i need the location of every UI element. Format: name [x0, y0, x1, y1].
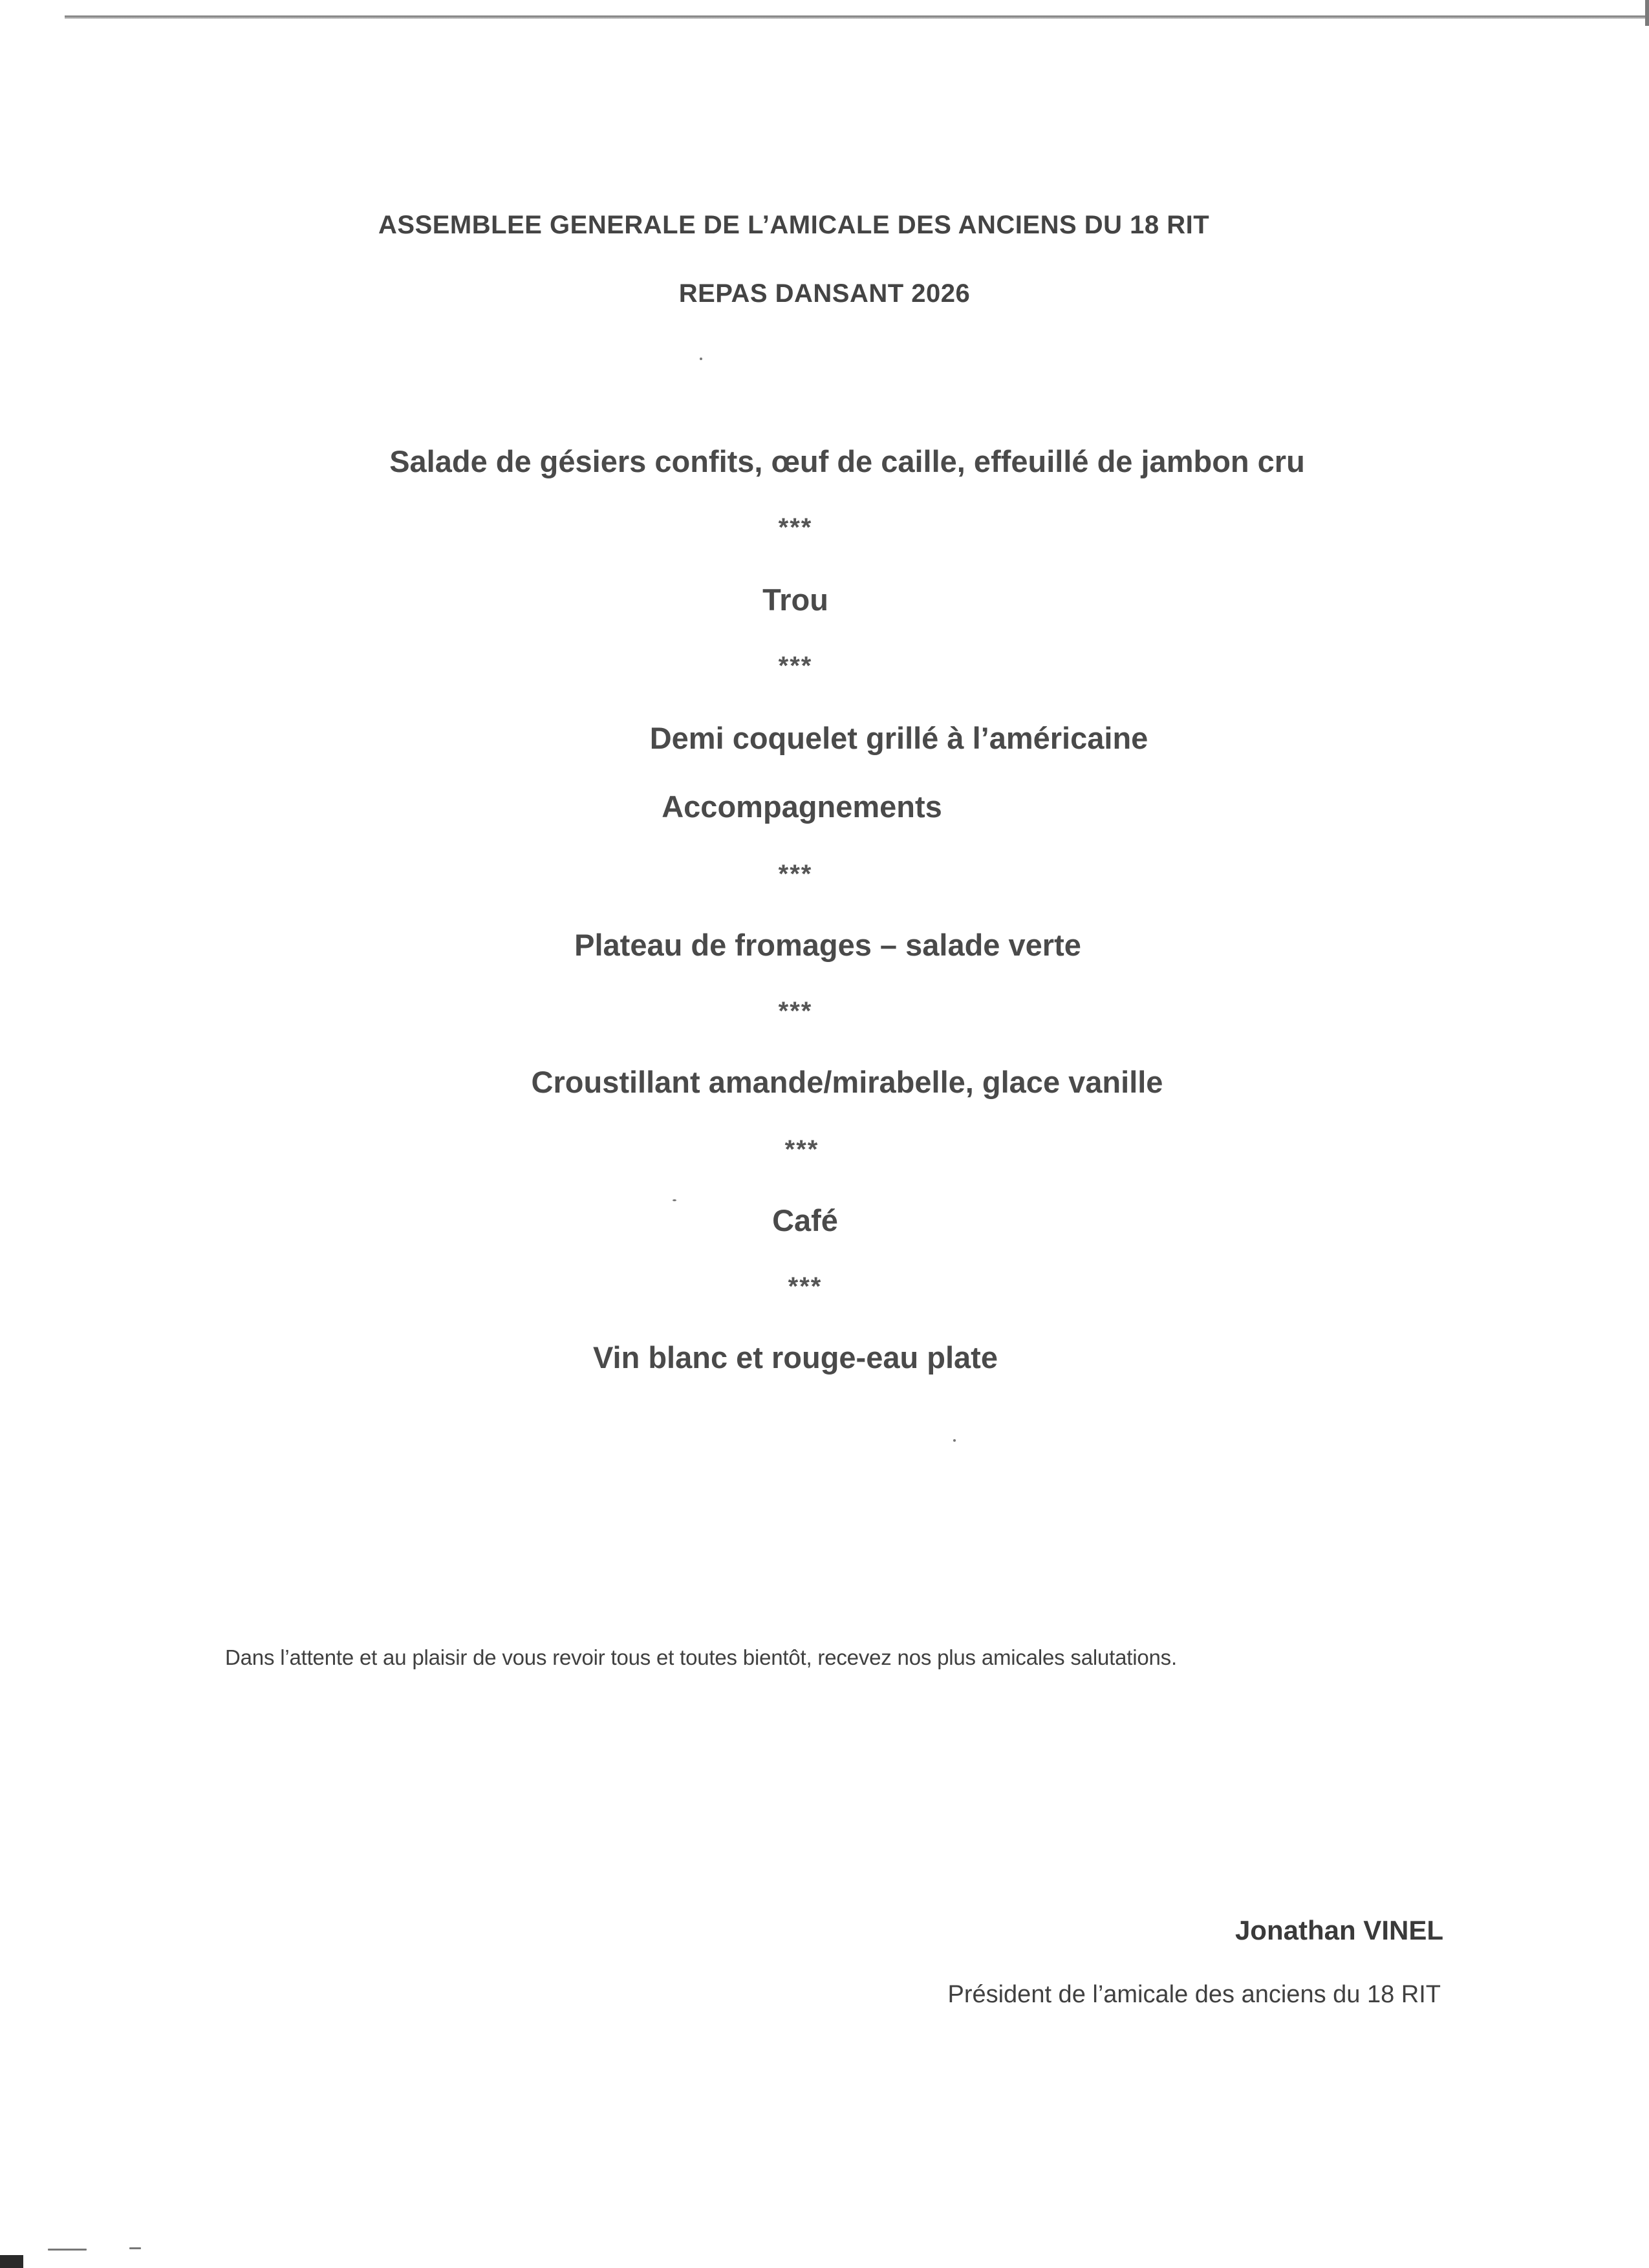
closing-text: Dans l’attente et au plaisir de vous revoir tous et toutes bientôt, recevez nos plus amicales salutations.: [225, 1645, 1177, 1669]
scan-speck: [48, 2249, 87, 2251]
scan-speck: [129, 2247, 141, 2249]
scan-edge-right: [1645, 0, 1649, 26]
signature-role: Président de l’amicale des anciens du 18 RIT: [947, 1981, 1441, 2008]
scan-edge-top: [65, 16, 1649, 19]
scan-edge-bottom-left: [0, 2255, 23, 2268]
menu-separator: ***: [778, 652, 813, 680]
menu-trou: Trou: [762, 583, 828, 617]
scan-speck: [953, 1439, 956, 1442]
menu-separator: ***: [778, 513, 813, 542]
menu-separator: ***: [778, 997, 813, 1025]
menu-dessert: Croustillant amande/mirabelle, glace vanille: [531, 1065, 1163, 1099]
menu-separator: ***: [788, 1272, 823, 1301]
menu-sides: Accompagnements: [662, 789, 942, 824]
menu-starter: Salade de gésiers confits, œuf de caille, effeuillé de jambon cru: [389, 444, 1305, 478]
document-subtitle: REPAS DANSANT 2026: [678, 279, 971, 308]
menu-cheese: Plateau de fromages – salade verte: [574, 928, 1081, 962]
menu-separator: ***: [778, 860, 813, 888]
menu-separator: ***: [784, 1135, 819, 1164]
menu-coffee: Café: [772, 1203, 838, 1237]
scan-speck: [673, 1199, 676, 1201]
scan-speck: [700, 358, 702, 360]
signature-name: Jonathan VINEL: [1234, 1915, 1443, 1945]
menu-drinks: Vin blanc et rouge-eau plate: [593, 1340, 998, 1375]
document-title: ASSEMBLEE GENERALE DE L’AMICALE DES ANCIENS DU 18 RIT: [378, 211, 1210, 239]
menu-main-course: Demi coquelet grillé à l’américaine: [649, 721, 1148, 755]
